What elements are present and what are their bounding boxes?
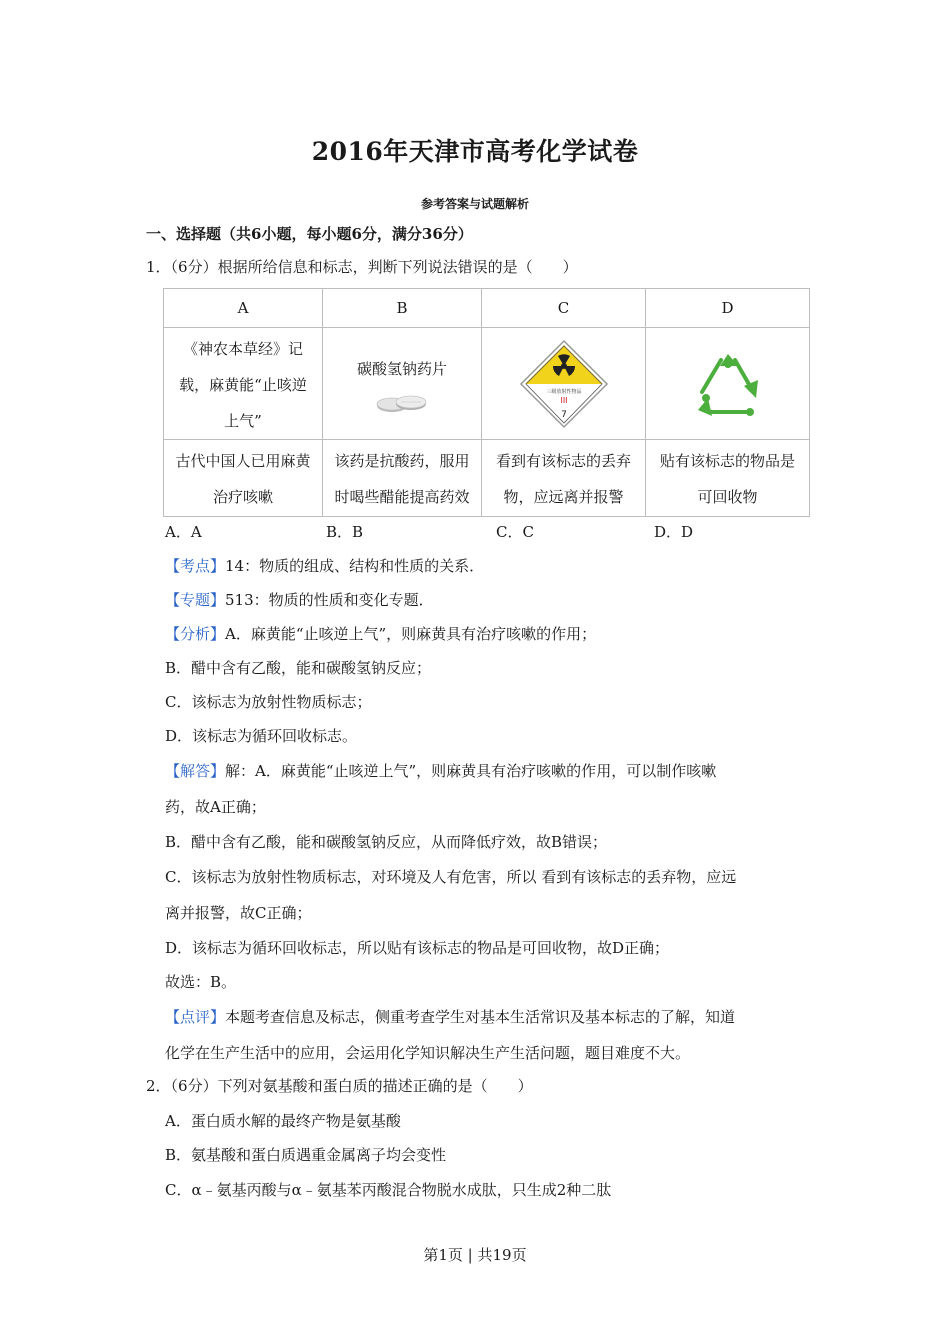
table-cell-a-statement: [164, 440, 323, 517]
stmt-d-line2: 可回收物: [697, 488, 758, 506]
fenxi-text-2: B．醋中含有乙酸，能和碳酸氢钠反应；: [165, 659, 432, 677]
fenxi-line: [165, 624, 596, 644]
sign-number: 7: [560, 409, 567, 420]
jieda-text-4: C．该标志为放射性物质标志，对环境及人有危害，所以 看到有该标志的丢弃物，应远: [165, 868, 737, 886]
table-cell-d-sign: [646, 328, 810, 440]
stmt-d-line1: 贴有该标志的物品是: [659, 452, 795, 470]
jieda-text-3: B．醋中含有乙酸，能和碳酸氢钠反应，从而降低疗效，故B错误；: [165, 833, 608, 851]
sign-roman: III: [559, 395, 568, 405]
fenxi-text-3: C．该标志为放射性物质标志；: [165, 693, 372, 711]
stmt-b-line1: 该药是抗酸药，服用: [334, 452, 470, 470]
jieda-text-2: 药，故A正确；: [165, 798, 266, 816]
q1-option-b: B．B: [326, 523, 364, 541]
section-title: 一、选择题（共6小题，每小题6分，满分36分）: [146, 225, 473, 243]
page-subtitle: 参考答案与试题解析: [420, 197, 529, 211]
dianping-line: [165, 1007, 735, 1027]
zhuanti-text: 513：物质的性质和变化专题．: [225, 591, 434, 609]
q1-option-a: A．A: [165, 523, 202, 541]
q2-option-c: C．α﹣氨基丙酸与α﹣氨基苯丙酸混合物脱水成肽，只生成2种二肽: [165, 1181, 612, 1199]
stmt-c-line1: 看到有该标志的丢弃: [495, 452, 631, 470]
fenxi-text-4: D．该标志为循环回收标志。: [165, 727, 358, 745]
recycle-icon: [688, 350, 768, 424]
table-header-a: A: [164, 289, 323, 328]
stmt-c-line2: 物，应远离并报警: [503, 488, 624, 506]
zhuanti-line: [165, 590, 434, 610]
kaodian-text: 14：物质的组成、结构和性质的关系．: [225, 557, 485, 575]
jieda-text-7: 故选：B。: [165, 973, 237, 991]
table-cell-b-statement: [323, 440, 482, 517]
info-a-line1: 《神农本草经》记: [182, 340, 303, 358]
stmt-a-line1: 古代中国人已用麻黄: [175, 452, 311, 470]
jieda-text-5: 离并报警，故C正确；: [165, 904, 312, 922]
table-header-d: D: [646, 289, 810, 328]
info-a-line2: 载，麻黄能“止咳逆: [179, 376, 307, 394]
kaodian-line: [165, 556, 484, 576]
page-title: 2016年天津市高考化学试卷: [311, 137, 639, 166]
q1-stem: 1．（6分）根据所给信息和标志，判断下列说法错误的是（ ）: [146, 258, 578, 276]
stmt-b-line2: 时喝些醋能提高药效: [334, 488, 470, 506]
sign-label: 三级放射性物品: [545, 388, 582, 395]
dianping-tag: 【点评】: [165, 1008, 226, 1026]
q1-options-table: [163, 288, 810, 517]
fenxi-text-1: A．麻黄能“止咳逆上气”，则麻黄具有治疗咳嗽的作用；: [225, 625, 597, 643]
info-b-text: 碳酸氢钠药片: [356, 359, 447, 378]
table-cell-c-sign: [482, 328, 646, 440]
dianping-text-2: 化学在生产生活中的应用，会运用化学知识解决生产生活问题，题目难度不大。: [165, 1044, 691, 1062]
table-header-b: B: [323, 289, 482, 328]
q1-option-c: C．C: [496, 523, 534, 541]
table-cell-d-statement: [646, 440, 810, 517]
q1-option-d: D．D: [654, 523, 694, 541]
dianping-text-1: 本题考查信息及标志，侧重考查学生对基本生活常识及基本标志的了解，知道: [225, 1008, 736, 1026]
info-a-line3: 上气”: [224, 412, 262, 430]
table-cell-c-statement: [482, 440, 646, 517]
q2-stem: 2．（6分）下列对氨基酸和蛋白质的描述正确的是（ ）: [146, 1077, 533, 1095]
q2-option-a: A．蛋白质水解的最终产物是氨基酸: [165, 1112, 401, 1130]
radioactive-sign-icon: [519, 339, 609, 429]
fenxi-tag: 【分析】: [165, 625, 226, 643]
table-cell-a-info: [164, 328, 323, 440]
jieda-tag: 【解答】: [165, 762, 226, 780]
stmt-a-line2: 治疗咳嗽: [212, 488, 273, 506]
table-cell-b-info: [323, 328, 482, 440]
q2-option-b: B．氨基酸和蛋白质遇重金属离子均会变性: [165, 1146, 447, 1164]
zhuanti-tag: 【专题】: [165, 591, 226, 609]
jieda-text-6: D．该标志为循环回收标志，所以贴有该标志的物品是可回收物，故D正确；: [165, 939, 670, 957]
jieda-text-1: 解：A．麻黄能“止咳逆上气”，则麻黄具有治疗咳嗽的作用，可以制作咳嗽: [225, 762, 717, 780]
page-footer: 第1页 | 共19页: [423, 1246, 527, 1264]
kaodian-tag: 【考点】: [165, 557, 226, 575]
table-header-c: C: [482, 289, 646, 328]
jieda-line: [165, 761, 716, 781]
pill-tablets-image: [375, 391, 429, 415]
